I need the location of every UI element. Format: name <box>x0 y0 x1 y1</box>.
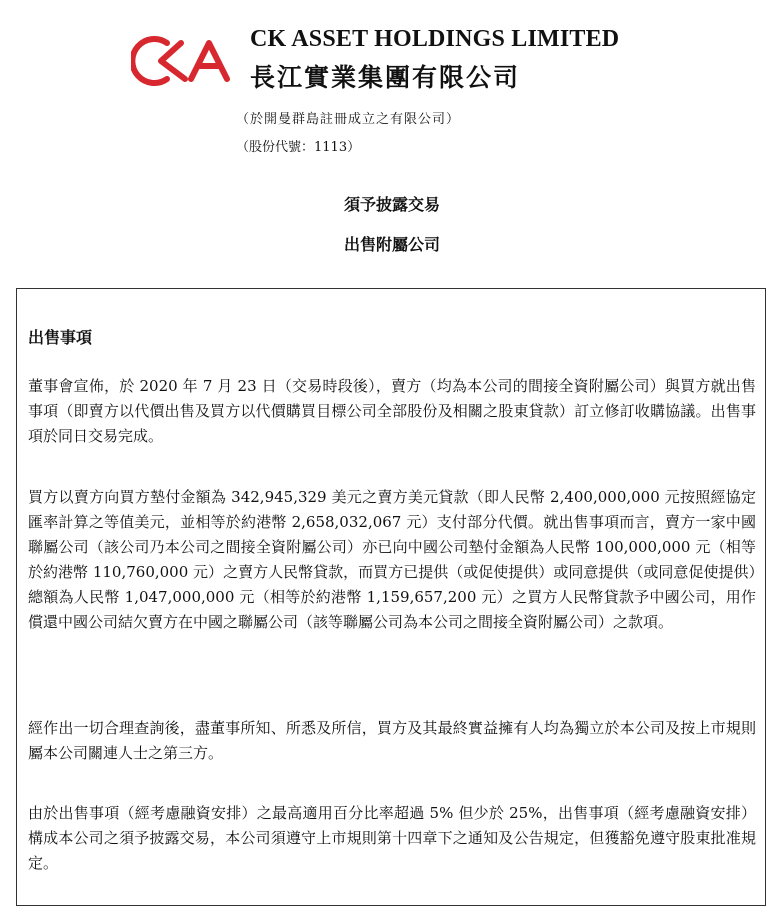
paragraph-announcement: 董事會宣佈，於 2020 年 7 月 23 日（交易時段後），賣方（均為本公司的間接全資附屬公司）與買方就出售事項（即賣方以代價出售及買方以代價購買目標公司全部股份及相關之股東貸款）訂立修訂收購協議。出售事項於同日交易完成。 <box>28 377 756 445</box>
ck-asset-logo <box>131 33 241 89</box>
logo-a-stroke <box>191 43 227 79</box>
paragraph-listing-rules: 由於出售事項（經考慮融資安排）之最高適用百分比率超過 5% 但少於 25%，出售事項（經考慮融資安排）構成本公司之須予披露交易，本公司須遵守上市規則第十四章下之通知及公告規定，但獲豁免遵守股東批准規定。 <box>28 804 756 872</box>
company-name-english: CK ASSET HOLDINGS LIMITED <box>250 26 620 52</box>
logo-k-stroke <box>161 43 185 79</box>
section-title: 出售事項 <box>28 328 93 347</box>
paragraph-consideration: 買方以賣方向買方墊付金額為 342,945,329 美元之賣方美元貸款（即人民幣 2,400,000,000 元按照經協定匯率計算之等值美元，並相等於約港幣 2,658,032,067 元）支付部分代價。就出售事項而言，賣方一家中國聯屬公司（該公司乃本公司之間接全資附屬公司）亦已向中國公司墊付金額為人民幣 100,000,000 元（相等於約港幣 110,760,000 元）之賣方人民幣貸款，而買方已提供（或促使提供）或同意提供（或同意促使提供）總額為人民幣 1,047,000,000 元（相等於約港幣 1,159,657,200 元）之買方人民幣貸款予中國公司，用作償還中國公司結欠賣方在中國之聯屬公司（該等聯屬公司為本公司之間接全資附屬公司）之款項。 <box>28 488 756 631</box>
company-name-chinese: 長江實業集團有限公司 <box>250 63 521 92</box>
announcement-subtitle: 出售附屬公司 <box>343 235 440 254</box>
stock-code: （股份代號：1113） <box>236 140 361 155</box>
announcement-title: 須予披露交易 <box>343 195 440 214</box>
paragraph-independence: 經作出一切合理查詢後，盡董事所知、所悉及所信，買方及其最終實益擁有人均為獨立於本公司及按上市規則屬本公司關連人士之第三方。 <box>28 719 756 762</box>
incorporation-note: （於開曼群島註冊成立之有限公司） <box>236 112 461 127</box>
